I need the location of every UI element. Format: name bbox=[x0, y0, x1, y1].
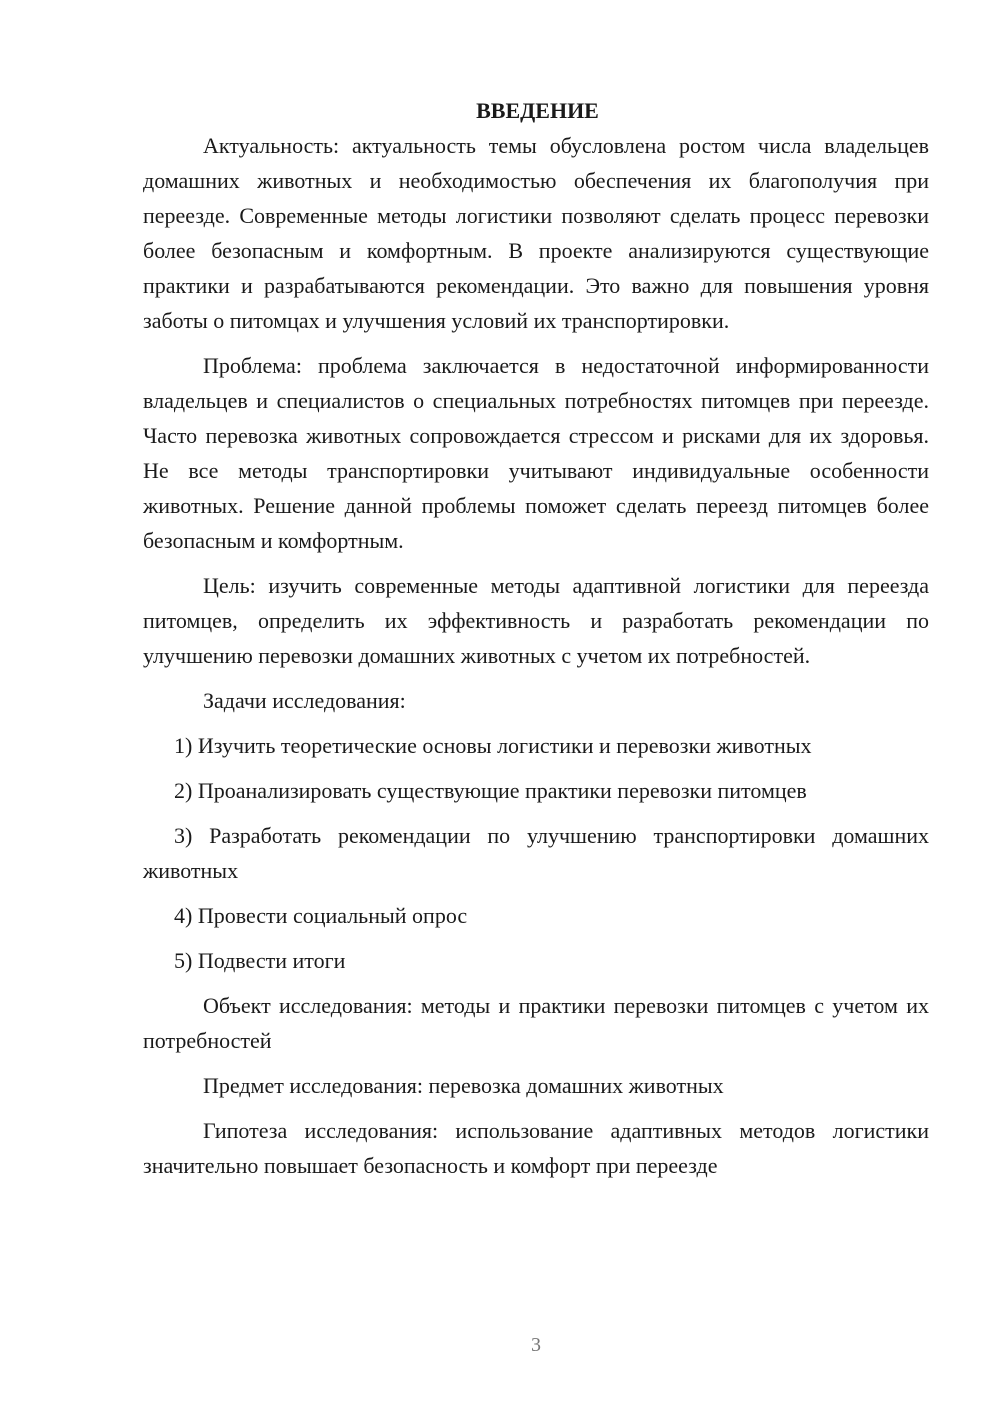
task-item-3: 3) Разработать рекомендации по улучшению транспортировки домашних животных bbox=[143, 823, 929, 883]
tasks-heading: Задачи исследования: bbox=[203, 688, 406, 713]
hypothesis-paragraph: Гипотеза исследования: использование адаптивных методов логистики значительно повышает безопасность и комфорт при переезде bbox=[143, 1118, 929, 1178]
subject-paragraph: Предмет исследования: перевозка домашних животных bbox=[203, 1073, 724, 1098]
document-body bbox=[143, 93, 929, 1183]
page-number: 3 bbox=[531, 1334, 541, 1356]
task-item-2: 2) Проанализировать существующие практики перевозки питомцев bbox=[174, 778, 807, 803]
task-item-1: 1) Изучить теоретические основы логистики и перевозки животных bbox=[174, 733, 812, 758]
task-item-5: 5) Подвести итоги bbox=[174, 948, 346, 973]
relevance-paragraph: Актуальность: актуальность темы обусловлена ростом числа владельцев домашних животных и необходимостью обеспечения их благополучия при переезде. Современные методы логистики позволяют сделать процесс перевозки более безопасным и комфортным. В проекте анализируются существующие практики и разрабатываются рекомендации. Это важно для повышения уровня заботы о питомцах и улучшения условий их транспортировки. bbox=[143, 133, 929, 333]
problem-paragraph: Проблема: проблема заключается в недостаточной информированности владельцев и специалистов о специальных потребностях питомцев при переезде. Часто перевозка животных сопровождается стрессом и рисками для их здоровья. Не все методы транспортировки учитывают индивидуальные особенности животных. Решение данной проблемы поможет сделать переезд питомцев более безопасным и комфортным. bbox=[143, 353, 929, 553]
goal-paragraph: Цель: изучить современные методы адаптивной логистики для переезда питомцев, определить их эффективность и разработать рекомендации по улучшению перевозки домашних животных с учетом их потребностей. bbox=[143, 573, 929, 668]
section-title: ВВЕДЕНИЕ bbox=[476, 98, 599, 123]
task-item-4: 4) Провести социальный опрос bbox=[174, 903, 468, 928]
object-paragraph: Объект исследования: методы и практики перевозки питомцев с учетом их потребностей bbox=[143, 993, 929, 1053]
